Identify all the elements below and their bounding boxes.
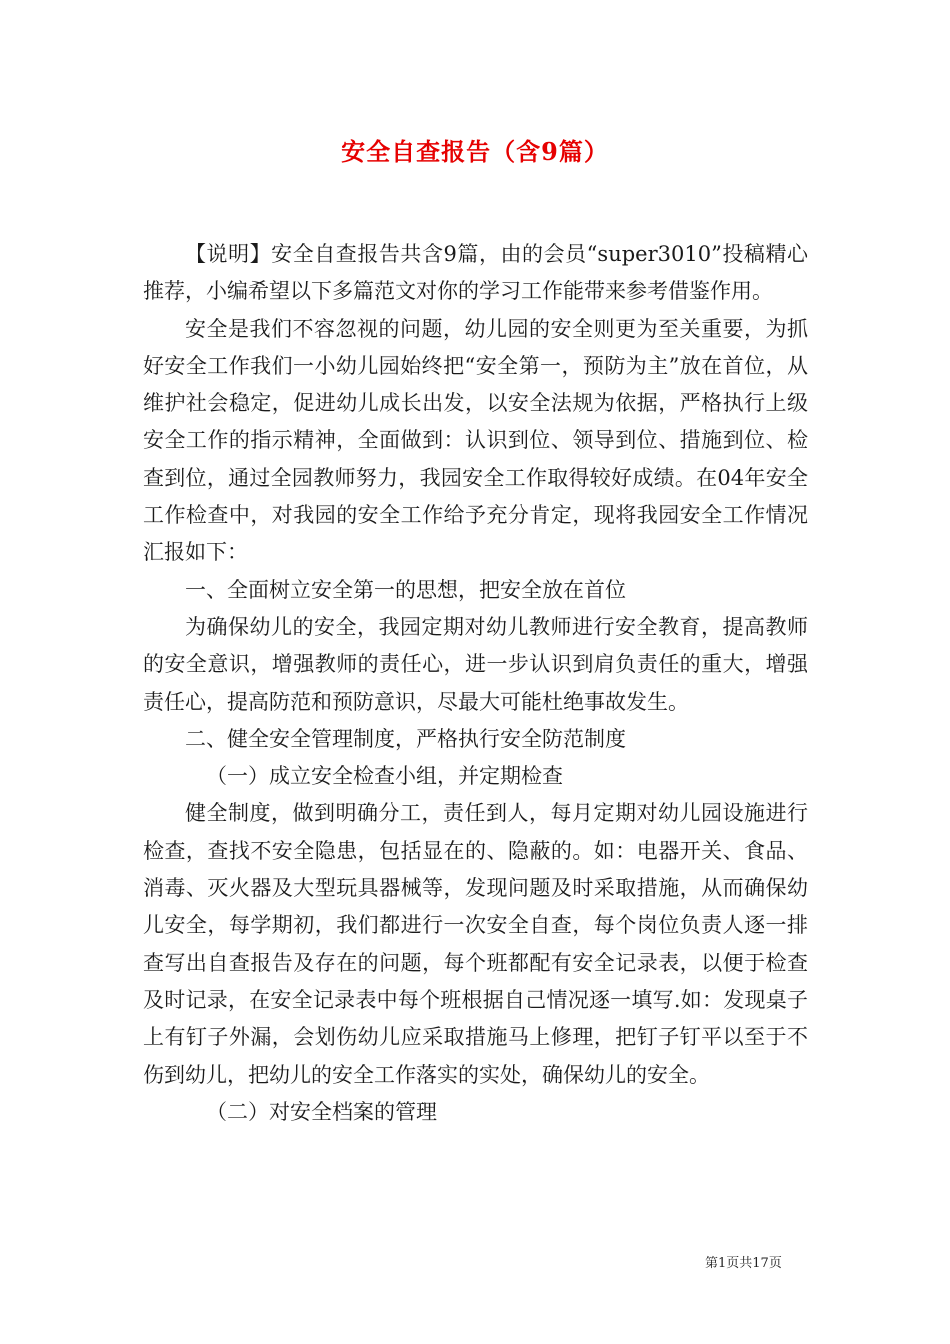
document-title: 安全自查报告（含9篇） bbox=[341, 137, 609, 166]
subsection-heading-2: （二）对安全档案的管理 bbox=[206, 1099, 437, 1124]
section-heading-1: 一、全面树立安全第一的思想，把安全放在首位 bbox=[185, 577, 626, 602]
paragraph-intro: 【说明】安全自查报告共含9篇，由的会员“super3010”投稿精心推荐，小编希望以下多篇范文对你的学习工作能带来参考借鉴作用。 bbox=[143, 242, 808, 304]
page-number: 第1页共17页 bbox=[705, 1256, 782, 1271]
paragraph-overview: 安全是我们不容忽视的问题，幼儿园的安全则更为至关重要，为抓好安全工作我们一小幼儿园始终把“安全第一，预防为主”放在首位，从维护社会稳定，促进幼儿成长出发，以安全法规为依据，严格执行上级安全工作的指示精神，全面做到：认识到位、领导到位、措施到位、检查到位，通过全园教师努力，我园安全工作取得较好成绩。在04年安全工作检查中，对我园的安全工作给予充分肯定，现将我园安全工作情况汇报如下： bbox=[143, 316, 808, 565]
paragraph-section-1: 为确保幼儿的安全，我园定期对幼儿教师进行安全教育，提高教师的安全意识，增强教师的责任心，进一步认识到肩负责任的重大，增强责任心，提高防范和预防意识，尽最大可能杜绝事故发生。 bbox=[143, 614, 808, 714]
section-heading-2: 二、健全安全管理制度，严格执行安全防范制度 bbox=[185, 726, 626, 751]
document-body bbox=[143, 236, 808, 1131]
subsection-heading-1: （一）成立安全检查小组，并定期检查 bbox=[206, 764, 563, 789]
paragraph-subsection-1: 健全制度，做到明确分工，责任到人，每月定期对幼儿园设施进行检查，查找不安全隐患，包括显在的、隐蔽的。如：电器开关、食品、消毒、灭火器及大型玩具器械等，发现问题及时采取措施，从而确保幼儿安全，每学期初，我们都进行一次安全自查，每个岗位负责人逐一排查写出自查报告及存在的问题，每个班都配有安全记录表，以便于检查及时记录，在安全记录表中每个班根据自己情况逐一填写.如：发现桌子上有钉子外漏，会划伤幼儿应采取措施马上修理，把钉子钉平以至于不伤到幼儿，把幼儿的安全工作落实的实处，确保幼儿的安全。 bbox=[143, 801, 808, 1087]
